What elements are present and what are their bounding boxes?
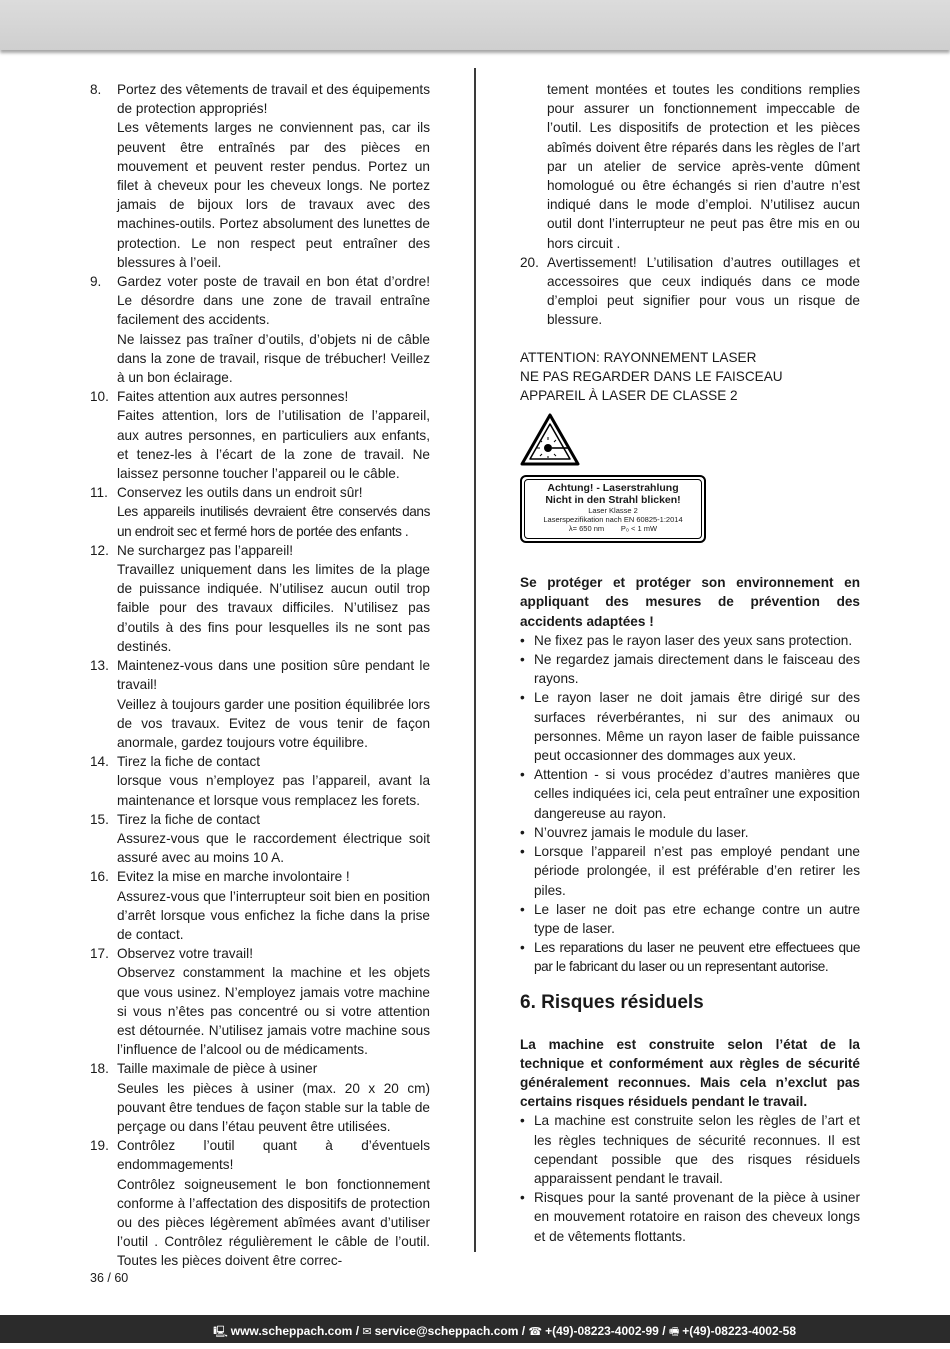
list-item: • Risques pour la santé provenant de la pièce à usiner en mouvement rotatoire en raison des cheveux longs et de vêtements flottants.	[520, 1190, 860, 1244]
item-body: Assurez-vous que l’interrupteur soit bien en position d’arrêt lorsque vous enfichez la fiche dans la prise de contact.	[117, 888, 430, 942]
item-body: Les appareils inutilisés devraient être conservés dans un endroit sec et fermé hors de portée des enfants .	[117, 504, 430, 539]
item-body: Assurez-vous que le raccordement électrique soit assuré avec au moins 10 A.	[117, 830, 430, 866]
list-item	[90, 810, 430, 868]
list-item: • Lorsque l’appareil n’est pas employé pendant une période prolongée, il est préférable d’en retirer les piles.	[520, 844, 860, 898]
list-item	[90, 752, 430, 810]
item-number: 17.	[90, 946, 109, 962]
item-body: Faites attention, lors de l’utilisation de l’appareil, aux autres personnes, en particuliers aux enfants, et tenez-les à l’écart de la zone de travail. Ne laissez personne toucher l’appareil ou le câble.	[117, 408, 430, 482]
item-body: Avertissement! L’utilisation d’autres outillages et accessoires que ceux indiqués dans ce mode d’emploi peut signifier pour vous un risque de blessure.	[547, 254, 860, 328]
list-item	[90, 656, 430, 752]
risk-list	[520, 1111, 860, 1245]
laser-label-line: Nicht in den Strahl blicken!	[545, 494, 681, 507]
item-number: 20.	[520, 254, 539, 270]
list-item: • La machine est construite selon les règles de l’art et les règles techniques de sécurité reconnues. Il est cependant possible que des risques résiduels apparaissent pendant le travail.	[520, 1113, 860, 1186]
item-title: Contrôlez l’outil quant à d’éventuels endommagements!	[117, 1138, 430, 1173]
item-number: 9.	[90, 274, 102, 290]
laser-label-line: Achtung! - Laserstrahlung	[547, 482, 679, 495]
list-item	[90, 387, 430, 483]
item-title: Conservez les outils dans un endroit sûr!	[117, 485, 363, 501]
list-item	[90, 541, 430, 656]
footer-fax: +(49)-08223-4002-58	[682, 1324, 796, 1338]
footer-email[interactable]: service@scheppach.com	[374, 1324, 519, 1338]
item-number: 18.	[90, 1061, 109, 1077]
item-body: Veillez à toujours garder une position équilibrée lors de vos travaux. Evitez de vous tenir de façon anormale, gardez toujours votre équilibre.	[117, 696, 430, 750]
item-number: 10.	[90, 389, 109, 405]
list-item: • Le rayon laser ne doit jamais être dirigé sur des surfaces réverbérantes, ni sur des animaux ou personnes. Même un rayon laser de faible puissance peut occasionner des dommages aux yeux.	[520, 690, 860, 764]
item-body: Travaillez uniquement dans les limites de la plage de puissance indiquée. N’utilisez aucun outil trop faible pour des travaux difficiles. N’utilisez pas d’outils à des fins pour lesquelles ils ne sont pas destinés.	[117, 562, 430, 654]
section-title: 6. Risques résiduels	[520, 991, 704, 1013]
computer-icon: 🖳	[213, 1326, 228, 1338]
laser-warning-label	[520, 475, 706, 543]
protection-heading: Se protéger et protéger son environnement en appliquant des mesures de prévention des accidents adaptées !	[520, 575, 860, 629]
item-title: Observez votre travail!	[117, 946, 253, 962]
list-item	[90, 80, 430, 272]
item-body: tement montées et toutes les conditions remplies pour assurer un fonctionnement impeccable de l’outil. Les dispositifs de protection et les pièces abîmés doivent être réparés dans les règles de l’art par un atelier de service après-vente dûment homologué ou être échangés si rien d’autre n’est indiqué dans le mode d’emploi. N’utilisez aucun outil dont l’interrupteur ne peut pas être mis en ou hors circuit .	[547, 82, 860, 251]
list-item	[90, 272, 430, 387]
item-title: Ne surchargez pas l’appareil!	[117, 542, 294, 558]
item-body: Contrôlez soigneusement le bon fonctionnement conforme à l’affectation des dispositifs de protection ou des pièces légèrement abîmées avant d’utiliser l’outil . Contrôlez régulièrement le câble de l’outil. Toutes les pièces doivent être correc-	[117, 1176, 430, 1269]
left-column	[90, 80, 430, 1271]
item-body: lorsque vous n’employez pas l’appareil, avant la maintenance et lorsque vous remplacez les forets.	[117, 773, 430, 808]
item-title: Portez des vêtements de travail et des équipements de protection appropriés!	[117, 82, 430, 117]
list-item	[520, 253, 860, 330]
right-column	[520, 80, 860, 1246]
item-number: 8.	[90, 82, 102, 97]
item-number: 19.	[90, 1138, 109, 1154]
laser-label-line: Laserspezifikation nach EN 60825-1:2014	[543, 515, 683, 525]
laser-warning-line: NE PAS REGARDER DANS LE FAISCEAU	[520, 368, 783, 384]
protection-list	[520, 631, 860, 977]
item-body: Ne laissez pas traîner d’outils, d’objets ni de câble dans la zone de travail, risque de trébucher! Veillez à un bon éclairage.	[117, 331, 430, 386]
item-title: Evitez la mise en marche involontaire !	[117, 869, 350, 885]
footer-website[interactable]: www.scheppach.com	[230, 1324, 353, 1338]
laser-hazard-icon	[520, 413, 580, 467]
list-item	[90, 483, 430, 541]
item-title: Faites attention aux autres personnes!	[117, 389, 349, 405]
list-item	[90, 1059, 430, 1136]
column-divider	[474, 68, 476, 1252]
item-title: Tirez la fiche de contact	[117, 754, 261, 770]
laser-label-line: λ= 650 nm P₀ < 1 mW	[568, 524, 658, 534]
item-title: Maintenez-vous dans une position sûre pendant le travail!	[117, 658, 430, 693]
top-header-bar	[0, 0, 950, 50]
phone-icon: ☎	[528, 1326, 543, 1338]
risk-intro: La machine est construite selon l’état de la technique et conformément aux règles de sécurité généralement reconnues. Mais cela n’exclut pas certains risques résiduels pendant le travail.	[520, 1036, 860, 1110]
footer-phone: +(49)-08223-4002-99	[545, 1324, 659, 1338]
list-item: • Les reparations du laser ne peuvent etre effectuees que par le fabricant du laser ou un representant autorise.	[520, 940, 860, 975]
email-icon: ✉	[362, 1326, 372, 1338]
list-item	[90, 867, 430, 944]
item-number: 14.	[90, 754, 109, 770]
list-item: • N’ouvrez jamais le module du laser.	[520, 824, 749, 840]
item-number: 16.	[90, 869, 109, 885]
laser-warning-line: ATTENTION: RAYONNEMENT LASER	[520, 349, 757, 365]
item-body: Les vêtements larges ne conviennent pas, car ils peuvent être entraînés par des pièces en mouvement et peuvent rester pendus. Portez un filet à cheveux pour les cheveux longs. Ne portez jamais de bijoux lors de travaux avec des machines-outils. Portez absolument des lunettes de protection. Le non respect peut entraîner des blessures à l’oeil.	[117, 120, 430, 270]
list-item	[90, 1136, 430, 1270]
list-item: • Attention - si vous procédez d’autres manières que celles indiquées ici, cela peut entraîner une exposition dangereuse au rayon.	[520, 767, 860, 821]
fax-icon: 🖷	[668, 1326, 680, 1338]
item-continuation	[520, 80, 860, 253]
list-item: • Ne fixez pas le rayon laser des yeux sans protection.	[520, 632, 853, 648]
item-number: 13.	[90, 658, 109, 674]
list-item: • Le laser ne doit pas etre echange contre un autre type de laser.	[520, 901, 860, 936]
item-title: Tirez la fiche de contact	[117, 811, 261, 827]
item-title: Gardez voter poste de travail en bon état d’ordre! Le désordre dans une zone de travail entraîne facilement des accidents.	[117, 274, 430, 328]
item-number: 15.	[90, 811, 109, 827]
item-body: Seules les pièces à usiner (max. 20 x 20 cm) pouvant être tendues de façon stable sur la table de perçage ou dans l’étau peuvent être utilisées.	[117, 1080, 430, 1134]
list-item: • Ne regardez jamais directement dans le faisceau des rayons.	[520, 652, 860, 687]
item-body: Observez constamment la machine et les objets que vous usinez. N’employez jamais votre machine si vous n’êtes pas concentré ou si votre attention est détournée. N’utilisez jamais votre machine sous l’influence de l’alcool ou de médicaments.	[117, 965, 430, 1058]
footer-bar: 🖳 www.scheppach.com / ✉ service@scheppach.com / ☎ +(49)-08223-4002-99 / 🖷 +(49)-08223-4002-58	[0, 1315, 950, 1343]
page-number: 36 / 60	[90, 1271, 129, 1285]
laser-warning-text	[520, 348, 860, 406]
item-number: 11.	[90, 485, 108, 501]
laser-label-line: Laser Klasse 2	[588, 506, 638, 516]
laser-warning-line: APPAREIL À LASER DE CLASSE 2	[520, 388, 738, 404]
list-item	[90, 944, 430, 1059]
item-number: 12.	[90, 542, 109, 558]
item-title: Taille maximale de pièce à usiner	[117, 1061, 318, 1077]
